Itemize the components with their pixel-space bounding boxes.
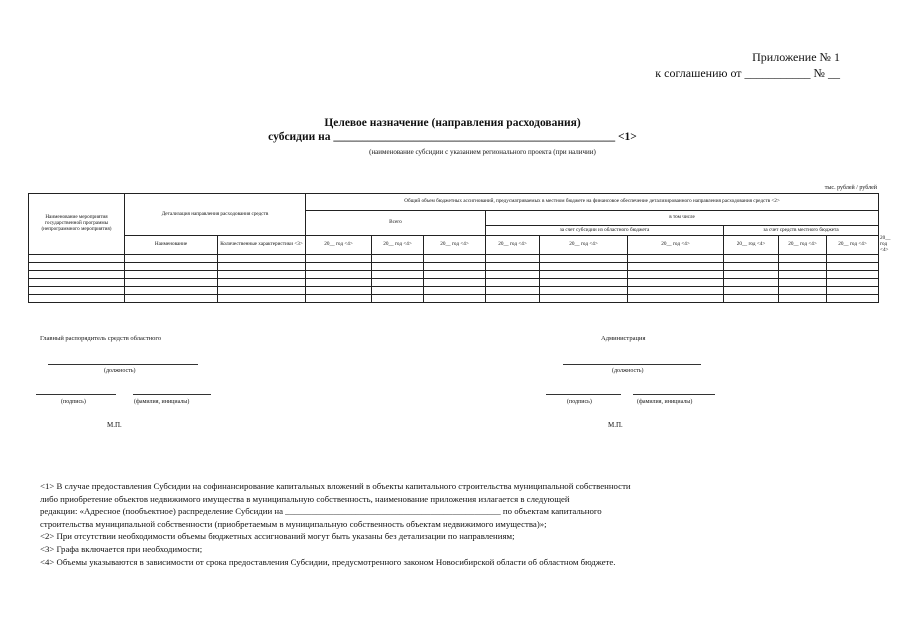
footnotes xyxy=(40,480,631,568)
fullname-caption: (фамилия, инициалы) xyxy=(134,399,190,405)
header-year: 20__ год <4> xyxy=(724,236,779,255)
right-signatory-title: Администрация xyxy=(601,335,646,342)
header-year: 20__ год <4> xyxy=(306,236,372,255)
document-title-subsidy: субсидии на _________________________________________________ <1> xyxy=(268,131,637,143)
fullname-line xyxy=(633,394,715,395)
header-year: 20__ год <4> xyxy=(486,236,540,255)
stamp-label: М.П. xyxy=(107,421,122,429)
header-event: Наименование мероприятия государственной программы (непрограммного мероприятия) xyxy=(29,194,125,255)
position-caption: (должность) xyxy=(104,368,136,374)
signature-line xyxy=(546,394,621,395)
header-year: 20__ год <4> xyxy=(628,236,724,255)
footnote: <2> При отсутствии необходимости объемы бюджетных ассигнований могут быть указаны без детализации по направлениям; xyxy=(40,531,515,542)
footnote: либо приобретение объектов недвижимого имущества в муниципальную собственность, наименование приложения излагается в следующей xyxy=(40,493,570,504)
footnote: строительства муниципальной собственности (приобретаемым в муниципальную собственность объектам недвижимого имущества)»; xyxy=(40,518,547,529)
document-title: Целевое назначение (направления расходования) xyxy=(324,117,581,129)
fullname-caption: (фамилия, инициалы) xyxy=(637,399,693,405)
header-year: 20__ год <4> xyxy=(827,236,879,255)
position-line xyxy=(48,364,198,365)
units-label: тыс. рублей / рублей xyxy=(824,185,877,191)
footnote: <4> Объемы указываются в зависимости от срока предоставления Субсидии, предусмотренного законом Новосибирской области об областном бюджете. xyxy=(40,556,616,567)
expenditure-table: Наименование мероприятия государственной программы (непрограммного мероприятия) Детализация направления расходования средств Общий объем бюджетных ассигнований, предусматриваемых в местном бюджете на финансовое обеспечение детализированного направления расходования средств <2> Всего в том числе за счет субсидии из областного бюджета за счет средств местного бюджета Наименование Количественные характеристики <3> 20__ год <4> 20__ год <4> 20__ год <4> 20__ год <4> 20__ год <4> 20__ год <4> 20__ год <4> 20__ год <4> 20__ год <4> 20__ год <4> xyxy=(28,193,879,303)
header-year: 20__ год <4> xyxy=(372,236,424,255)
stamp-label: М.П. xyxy=(608,421,623,429)
fullname-line xyxy=(133,394,211,395)
table-row xyxy=(29,254,879,262)
table-row xyxy=(29,270,879,278)
position-caption: (должность) xyxy=(612,368,644,374)
table-row xyxy=(29,262,879,270)
agreement-reference: к соглашению от ___________ № __ xyxy=(655,66,840,80)
header-regional: за счет субсидии из областного бюджета xyxy=(486,226,724,236)
table-row xyxy=(29,294,879,302)
signature-line xyxy=(36,394,116,395)
footnote: <1> В случае предоставления Субсидии на софинансирование капитальных вложений в объекты капитального строительства муниципальной собственности xyxy=(40,481,631,491)
title-caption: (наименование субсидии с указанием регионального проекта (при наличии) xyxy=(369,148,596,156)
header-including: в том числе xyxy=(486,211,879,226)
position-line xyxy=(563,364,701,365)
header-all: Всего xyxy=(306,211,486,236)
header-detail: Детализация направления расходования средств xyxy=(125,194,306,236)
table-row xyxy=(29,278,879,286)
header-year: 20__ год <4> xyxy=(540,236,628,255)
signature-caption: (подпись) xyxy=(567,399,592,405)
header-year: 20__ год <4> xyxy=(424,236,486,255)
header-total: Общий объем бюджетных ассигнований, предусматриваемых в местном бюджете на финансовое обеспечение детализированного направления расходования средств <2> xyxy=(306,194,879,211)
table-row xyxy=(29,286,879,294)
header-name: Наименование xyxy=(125,236,218,255)
footnote: редакции: «Адресное (пообъектное) распределение Субсидии на _________________________________________________ по объектам капитального xyxy=(40,506,602,517)
signature-caption: (подпись) xyxy=(61,399,86,405)
header-local: за счет средств местного бюджета xyxy=(724,226,879,236)
header-year: 20__ год <4> xyxy=(779,236,827,255)
appendix-number: Приложение № 1 xyxy=(752,50,840,64)
header-quantity: Количественные характеристики <3> xyxy=(218,236,306,255)
left-signatory-title: Главный распорядитель средств областного xyxy=(40,335,162,342)
footnote: <3> Графа включается при необходимости; xyxy=(40,543,203,554)
